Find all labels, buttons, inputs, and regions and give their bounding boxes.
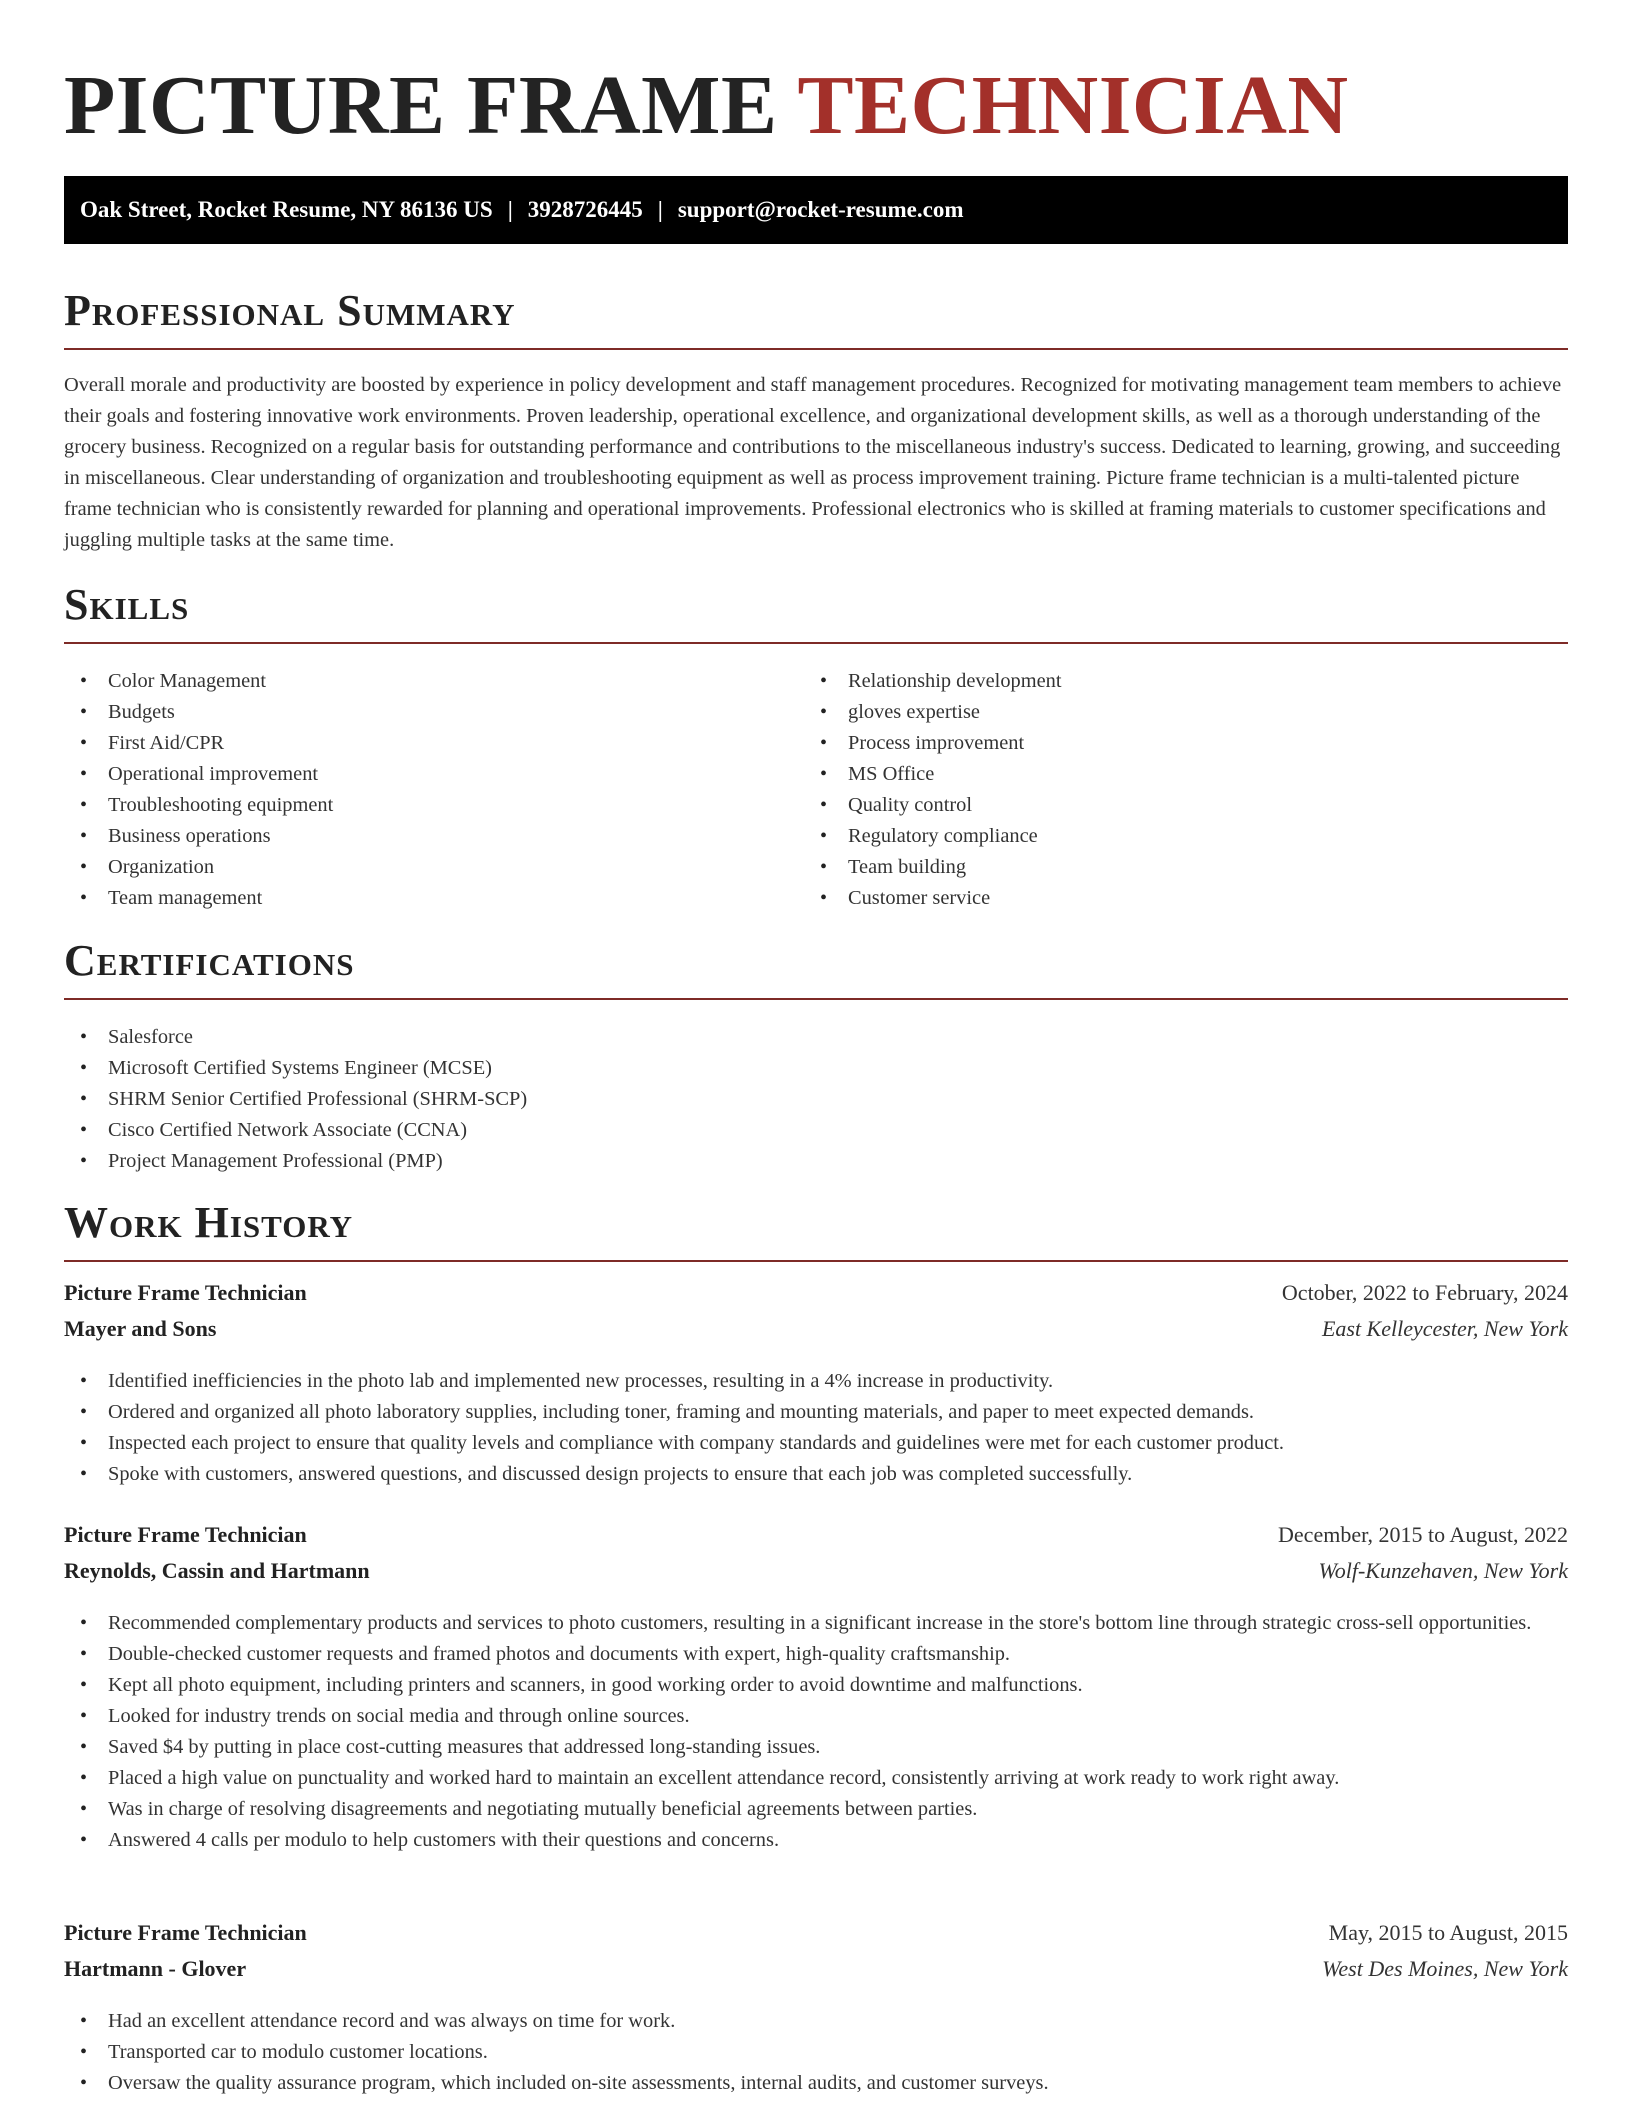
list-item: • Ordered and organized all photo laboratory supplies, including toner, framing and mounting materials, and paper to meet expected demands. xyxy=(64,1397,1568,1428)
list-item: • Looked for industry trends on social media and through online sources. xyxy=(64,1701,1568,1732)
job-location: East Kelleycester, New York xyxy=(1321,1316,1568,1341)
list-item: • Saved $4 by putting in place cost-cutting measures that addressed long-standing issues. xyxy=(64,1732,1568,1763)
list-item: • Oversaw the quality assurance program, which included on-site assessments, internal audits, and customer surveys. xyxy=(64,2068,1568,2099)
list-item: • Team management xyxy=(64,883,764,914)
list-item: • Process improvement xyxy=(804,728,1504,759)
name-first: PICTURE FRAME xyxy=(64,59,778,152)
list-item: • Regulatory compliance xyxy=(804,821,1504,852)
list-item: • Was in charge of resolving disagreements and negotiating mutually beneficial agreements between parties. xyxy=(64,1794,1568,1825)
list-item: • Cisco Certified Network Associate (CCNA) xyxy=(64,1115,1064,1146)
job-company: Mayer and Sons xyxy=(64,1316,217,1341)
job-dates: October, 2022 to February, 2024 xyxy=(1281,1280,1568,1305)
list-item: • Answered 4 calls per modulo to help customers with their questions and concerns. xyxy=(64,1825,1568,1856)
section-title-certifications: Certifications xyxy=(64,936,355,985)
job-location: Wolf-Kunzehaven, New York xyxy=(1318,1558,1568,1583)
list-item: • Quality control xyxy=(804,790,1504,821)
certifications xyxy=(64,1022,1064,1177)
contact-email: support@rocket-resume.com xyxy=(677,197,964,222)
section-divider xyxy=(64,348,1568,350)
list-item: • First Aid/CPR xyxy=(64,728,764,759)
list-item: • Budgets xyxy=(64,697,764,728)
job-title: Picture Frame Technician xyxy=(64,1280,307,1305)
candidate-name xyxy=(64,56,1568,156)
job-bullets xyxy=(64,2006,1568,2099)
list-item: • Had an excellent attendance record and was always on time for work. xyxy=(64,2006,1568,2037)
list-item: • Placed a high value on punctuality and worked hard to maintain an excellent attendance record, consistently arriving at work ready to work right away. xyxy=(64,1763,1568,1794)
summary-text: Overall morale and productivity are boosted by experience in policy development and staff management procedures. Recognized for motivating management team members to achieve their goals and fostering innovative work environments. Proven leadership, operational excellence, and organizational development skills, as well as a thorough understanding of the grocery business. Recognized on a regular basis for outstanding performance and contributions to the miscellaneous industry's success. Dedicated to learning, growing, and succeeding in miscellaneous. Clear understanding of organization and troubleshooting equipment as well as process improvement training. Picture frame technician is a multi-talented picture frame technician who is consistently rewarded for planning and operational improvements. Professional electronics who is skilled at framing materials to customer specifications and juggling multiple tasks at the same time. xyxy=(64,374,1562,551)
job-header-row xyxy=(64,1280,1568,1316)
job-company: Hartmann - Glover xyxy=(64,1956,247,1981)
skills-list-left xyxy=(64,666,764,914)
job-header-row xyxy=(64,1920,1568,1956)
skills-column-left xyxy=(64,666,764,914)
list-item: • Team building xyxy=(804,852,1504,883)
list-item: • Troubleshooting equipment xyxy=(64,790,764,821)
job-title: Picture Frame Technician xyxy=(64,1522,307,1547)
list-item: • Relationship development xyxy=(804,666,1504,697)
job-company-row xyxy=(64,1316,1568,1352)
job-header-row xyxy=(64,1522,1568,1558)
job-title: Picture Frame Technician xyxy=(64,1920,307,1945)
list-item: • Double-checked customer requests and framed photos and documents with expert, high-quality craftsmanship. xyxy=(64,1639,1568,1670)
skills-column-right xyxy=(804,666,1504,914)
section-title-skills: Skills xyxy=(64,580,190,629)
list-item: • Inspected each project to ensure that quality levels and compliance with company standards and guidelines were met for each customer product. xyxy=(64,1428,1568,1459)
list-item: • Project Management Professional (PMP) xyxy=(64,1146,1064,1177)
job-entry xyxy=(64,1920,1568,2099)
list-item: • Microsoft Certified Systems Engineer (MCSE) xyxy=(64,1053,1064,1084)
skills-list-right xyxy=(804,666,1504,914)
list-item: • Identified inefficiencies in the photo lab and implemented new processes, resulting in a 4% increase in productivity. xyxy=(64,1366,1568,1397)
section-divider xyxy=(64,998,1568,1000)
job-company: Reynolds, Cassin and Hartmann xyxy=(64,1558,370,1583)
contact-address: Oak Street, Rocket Resume, NY 86136 US xyxy=(80,197,493,222)
list-item: • Organization xyxy=(64,852,764,883)
job-company-row xyxy=(64,1558,1568,1594)
list-item: • gloves expertise xyxy=(804,697,1504,728)
job-bullets xyxy=(64,1366,1568,1490)
contact-separator: | xyxy=(507,197,513,222)
list-item: • Color Management xyxy=(64,666,764,697)
list-item: • Kept all photo equipment, including printers and scanners, in good working order to avoid downtime and malfunctions. xyxy=(64,1670,1568,1701)
section-title-work-history: Work History xyxy=(64,1198,354,1247)
list-item: • Transported car to modulo customer locations. xyxy=(64,2037,1568,2068)
section-divider xyxy=(64,1260,1568,1262)
section-divider xyxy=(64,642,1568,644)
name-accent: TECHNICIAN xyxy=(797,59,1349,152)
list-item: • Spoke with customers, answered questions, and discussed design projects to ensure that each job was completed successfully. xyxy=(64,1459,1568,1490)
list-item: • Recommended complementary products and services to photo customers, resulting in a significant increase in the store's bottom line through strategic cross-sell opportunities. xyxy=(64,1608,1568,1639)
list-item: • SHRM Senior Certified Professional (SHRM-SCP) xyxy=(64,1084,1064,1115)
list-item: • Salesforce xyxy=(64,1022,1064,1053)
name-header xyxy=(64,56,1568,156)
job-location: West Des Moines, New York xyxy=(1322,1956,1568,1981)
job-company-row xyxy=(64,1956,1568,1992)
list-item: • Operational improvement xyxy=(64,759,764,790)
list-item: • Business operations xyxy=(64,821,764,852)
section-title-summary: Professional Summary xyxy=(64,286,516,335)
job-dates: May, 2015 to August, 2015 xyxy=(1328,1920,1568,1945)
list-item: • MS Office xyxy=(804,759,1504,790)
job-bullets xyxy=(64,1608,1568,1856)
job-dates: December, 2015 to August, 2022 xyxy=(1278,1522,1568,1547)
contact-phone: 3928726445 xyxy=(527,197,643,222)
contact-separator: | xyxy=(657,197,663,222)
job-entry xyxy=(64,1280,1568,1490)
certifications-list xyxy=(64,1022,1064,1177)
contact-bar xyxy=(64,176,1568,244)
job-entry xyxy=(64,1522,1568,1856)
list-item: • Customer service xyxy=(804,883,1504,914)
